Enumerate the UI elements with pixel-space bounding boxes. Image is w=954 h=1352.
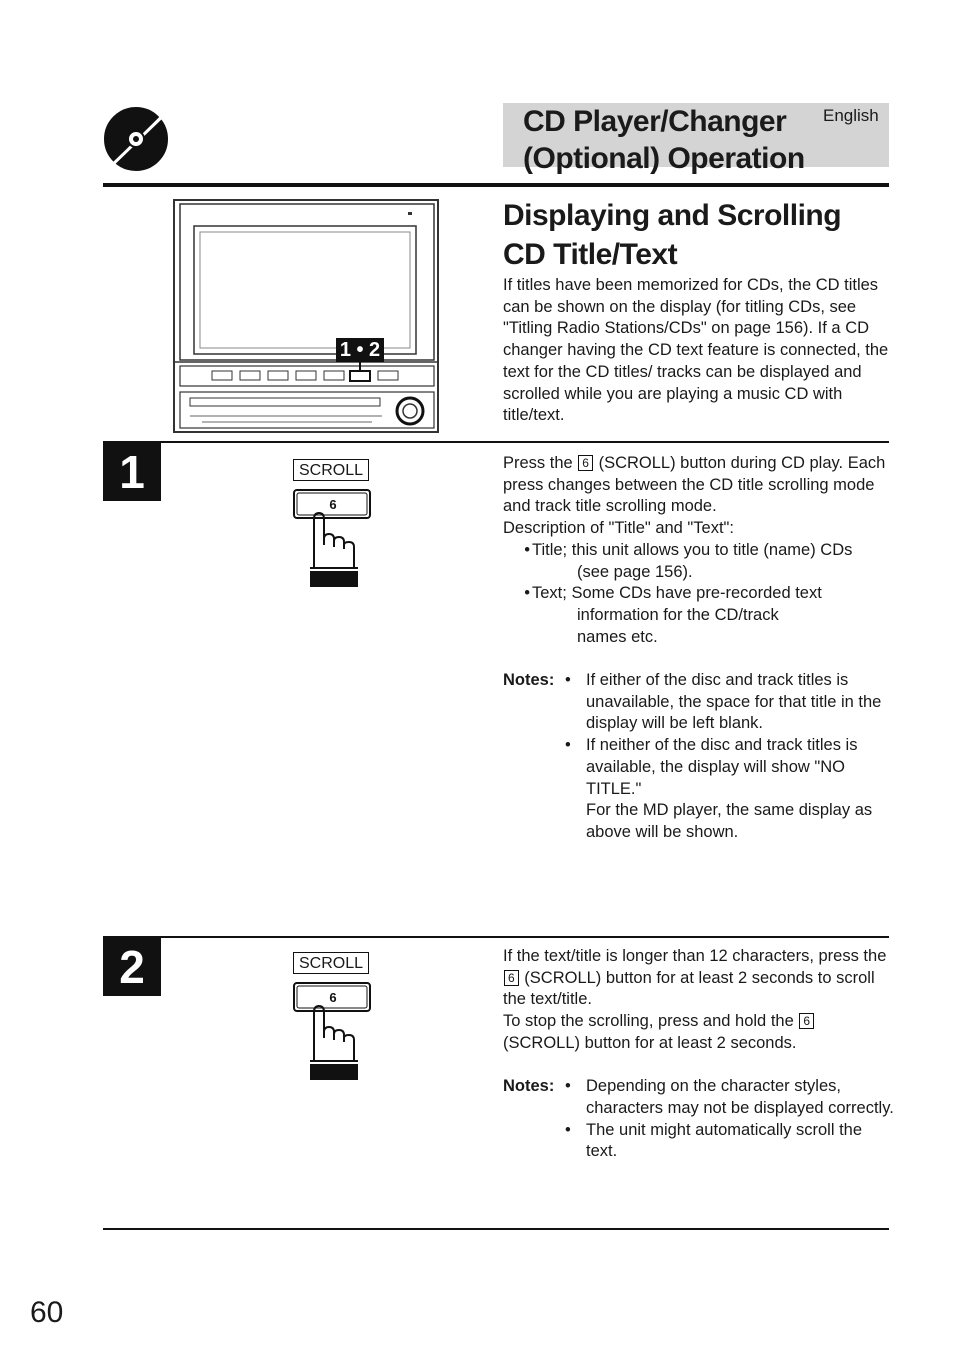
scroll-button-label: SCROLL <box>293 459 369 481</box>
note-item: • If neither of the disc and track titles is available, the display will show "NO TITLE." <box>565 736 858 798</box>
term-title-def-cont: (see page 156). <box>577 562 693 581</box>
term-text-def-cont: information for the CD/track names etc. <box>577 605 779 646</box>
scroll-key-number: 6 <box>329 497 337 512</box>
finger-press-icon <box>290 980 374 1080</box>
step-number-2: 2 <box>103 938 161 996</box>
term-text: Text; <box>532 584 567 603</box>
step-callout-badge: 1 • 2 <box>336 338 384 362</box>
scroll-key-number: 6 <box>329 990 337 1005</box>
step1-notes <box>503 670 895 844</box>
cd-disc-icon <box>103 106 169 172</box>
head-unit-illustration <box>172 198 440 434</box>
section-title <box>503 196 841 274</box>
step1-rule <box>103 441 889 443</box>
description-intro: Description of "Title" and "Text": <box>503 519 734 538</box>
chapter-title <box>523 103 805 177</box>
step2-notes <box>503 1076 895 1163</box>
step2-scroll-sentence: If the text/title is longer than 12 characters, press the 6 (SCROLL) button for at least 2 seconds to scroll the text/title. <box>503 947 887 1009</box>
language-label: English <box>823 106 879 125</box>
chapter-title-line1: CD Player/Changer <box>523 105 787 138</box>
note-item: For the MD player, the same display as above will be shown. <box>586 801 873 841</box>
bottom-rule <box>103 1228 889 1230</box>
chapter-title-line2: (Optional) Operation <box>523 142 805 175</box>
intro-paragraph: If titles have been memorized for CDs, the CD titles can be shown on the display (for titling CDs, see "Titling Radio Stations/CDs" on page 156). If a CD changer having the CD text feature is connected, the text for the CD titles/ tracks can be displayed and scrolled while you are playing a music CD with title/text. <box>503 276 889 425</box>
page-number: 60 <box>30 1296 64 1329</box>
section-title-line2: CD Title/Text <box>503 238 678 271</box>
notes-label: Notes: <box>503 671 555 690</box>
notes-label: Notes: <box>503 1077 555 1096</box>
term-text-def: Some CDs have pre-recorded text <box>571 584 822 603</box>
step1-text-post: (SCROLL) button during CD play. Each press changes between the CD title scrolling mode and track title scrolling mode. <box>503 454 886 516</box>
scroll-button-press-figure <box>290 487 374 587</box>
term-title: Title; <box>532 540 568 559</box>
note-item: • Depending on the character styles, characters may not be displayed correctly. <box>565 1077 894 1117</box>
step2-rule <box>103 936 889 938</box>
key-6-badge: 6 <box>578 455 593 471</box>
description-item-title: • Title; this unit allows you to title (name) CDs <box>503 540 895 562</box>
step1-press-sentence <box>503 453 895 518</box>
term-title-def: this unit allows you to title (name) CDs <box>571 540 853 559</box>
scroll-button-press-figure <box>290 980 374 1080</box>
step1-text-pre: Press the <box>503 454 573 472</box>
finger-press-icon <box>290 487 374 587</box>
step2-instructions <box>503 946 895 1163</box>
section-title-line1: Displaying and Scrolling <box>503 199 842 232</box>
note-item: • If either of the disc and track titles is unavailable, the space for that title in the display will be left blank. <box>565 671 882 733</box>
step1-instructions <box>503 453 895 844</box>
key-6-badge: 6 <box>504 970 519 986</box>
scroll-button-label: SCROLL <box>293 952 369 974</box>
step2-stop-sentence: To stop the scrolling, press and hold the 6 (SCROLL) button for at least 2 seconds. <box>503 1011 895 1054</box>
note-item: • The unit might automatically scroll the text. <box>565 1120 863 1161</box>
header-rule <box>103 183 889 187</box>
description-item-text: • Text; Some CDs have pre-recorded text <box>503 583 895 605</box>
key-6-badge: 6 <box>799 1013 814 1029</box>
step-number-1: 1 <box>103 443 161 501</box>
